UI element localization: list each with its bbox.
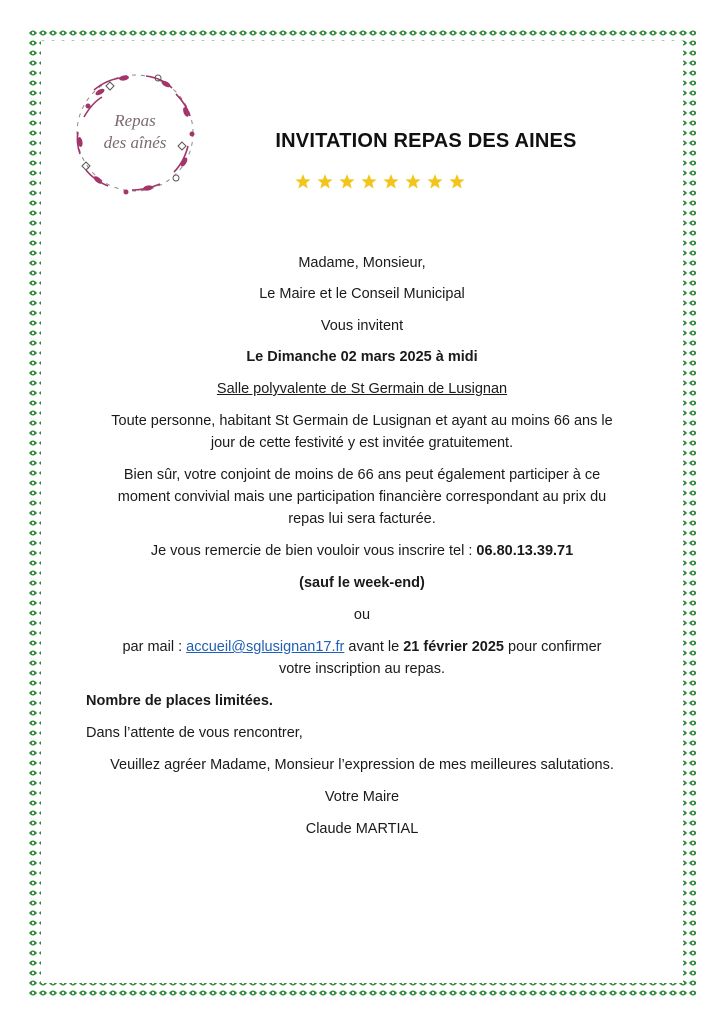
- register-line: [56, 540, 668, 562]
- logo-line-2: des aînés: [103, 133, 167, 152]
- deadline-date: 21 février 2025: [403, 639, 504, 655]
- star-icon: [449, 174, 464, 188]
- signature-title: Votre Maire: [324, 789, 400, 805]
- spouse-line-3: repas lui sera facturée.: [288, 511, 436, 527]
- star-icon: [405, 174, 420, 188]
- mail-middle: avant le: [344, 639, 404, 655]
- weekend-note: (sauf le week-end): [299, 575, 425, 591]
- spouse-line-2: moment convivial mais une participation financière correspondant au prix du: [117, 489, 607, 505]
- invite-line: Vous invitent: [320, 318, 404, 334]
- mayor-line: Le Maire et le Conseil Municipal: [259, 286, 465, 302]
- star-icon: [295, 174, 310, 188]
- star-icon: [383, 174, 398, 188]
- mail-prefix: par mail :: [122, 639, 187, 655]
- mail-line: [56, 636, 668, 658]
- register-prefix: Je vous remercie de bien vouloir vous inscrire tel :: [150, 543, 477, 559]
- greeting: Madame, Monsieur,: [298, 255, 426, 271]
- eligibility-line-2: jour de cette festivité y est invitée gratuitement.: [210, 435, 514, 451]
- eligibility-line-1: Toute personne, habitant St Germain de Lusignan et ayant au moins 66 ans le: [111, 413, 613, 429]
- spouse-line-1: Bien sûr, votre conjoint de moins de 66 ans peut également participer à ce: [123, 467, 601, 483]
- closing-line-2: Veuillez agréer Madame, Monsieur l’expression de mes meilleures salutations.: [110, 757, 614, 773]
- star-icon: [339, 174, 354, 188]
- venue-line: [56, 378, 668, 400]
- logo-line-1: Repas: [114, 111, 156, 130]
- event-date: Le Dimanche 02 mars 2025 à midi: [246, 349, 478, 365]
- mail-line-2: votre inscription au repas.: [278, 661, 446, 677]
- closing-line-1: Dans l’attente de vous rencontrer,: [86, 725, 303, 741]
- phone-number: 06.80.13.39.71: [476, 543, 574, 559]
- signature-name: Claude MARTIAL: [305, 821, 419, 837]
- venue: Salle polyvalente de St Germain de Lusignan: [216, 381, 508, 397]
- or-line: ou: [353, 607, 371, 623]
- mail-suffix: pour confirmer: [503, 639, 602, 655]
- email-link[interactable]: accueil@sglusignan17.fr: [186, 639, 345, 655]
- page-title: INVITATION REPAS DES AINES: [275, 130, 577, 152]
- star-icon: [317, 174, 332, 188]
- star-icon: [427, 174, 442, 188]
- logo-text: [64, 110, 206, 154]
- star-row-icon: [293, 172, 473, 192]
- limited-places: Nombre de places limitées.: [86, 693, 273, 709]
- invitation-page: [56, 52, 668, 972]
- star-icon: [361, 174, 376, 188]
